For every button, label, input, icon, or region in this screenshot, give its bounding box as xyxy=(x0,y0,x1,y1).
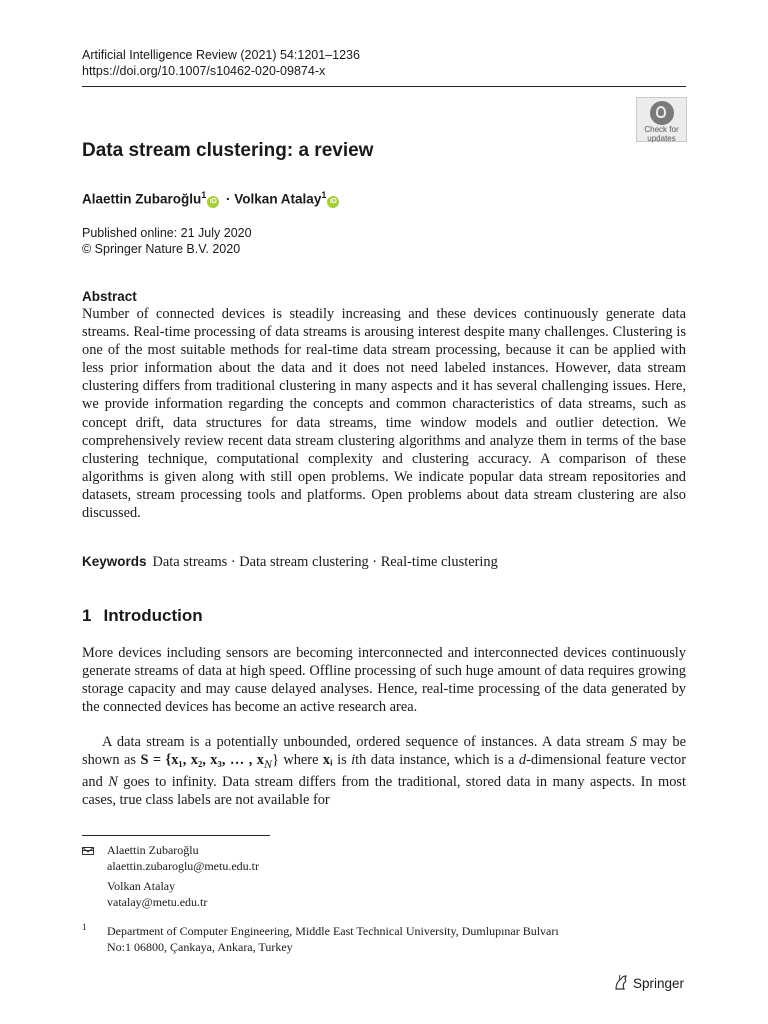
text-run: is xyxy=(332,752,352,768)
math-var: xᵢ xyxy=(322,752,333,768)
journal-citation: Artificial Intelligence Review (2021) 54:1201–1236 xyxy=(82,48,360,62)
paper-title: Data stream clustering: a review xyxy=(82,140,374,161)
section-number: 1 xyxy=(82,606,92,625)
keywords xyxy=(82,553,498,571)
journal-header xyxy=(82,47,360,79)
publication-info xyxy=(82,225,252,257)
envelope-icon xyxy=(82,847,94,855)
published-date: Published online: 21 July 2020 xyxy=(82,226,252,240)
affiliation-line-2: No:1 06800, Çankaya, Ankara, Turkey xyxy=(107,939,293,954)
math-formula: S = {x₁, x₂, x₃, … , x xyxy=(140,752,264,768)
math-var: N xyxy=(263,756,272,771)
author-separator: · xyxy=(226,191,231,207)
footnote-author-email[interactable]: alaettin.zubaroglu@metu.edu.tr xyxy=(107,858,259,873)
affiliation-number: 1 xyxy=(82,922,87,932)
text-run: A data stream is a potentially unbounded, ordered sequence of instances. A data stream xyxy=(102,734,630,750)
footnote-rule xyxy=(82,835,270,836)
check-updates-label-2: updates xyxy=(647,133,676,143)
math-var: d xyxy=(518,752,527,768)
text-run: th data instance, which is a xyxy=(355,752,519,768)
author-list xyxy=(82,186,342,209)
text-run: may be shown as xyxy=(82,734,686,768)
math-var: S xyxy=(629,734,637,750)
section-heading-introduction xyxy=(82,605,203,627)
keywords-list: Data streams · Data stream clustering · Real-time clustering xyxy=(152,554,498,570)
math-formula: } xyxy=(271,752,279,768)
publisher-name: Springer xyxy=(633,976,685,991)
author-name-2: Volkan Atalay xyxy=(234,191,322,207)
orcid-icon[interactable]: iD xyxy=(207,196,219,208)
copyright: © Springer Nature B.V. 2020 xyxy=(82,242,241,256)
footnote-author-1 xyxy=(107,843,259,874)
footnote-author-name: Alaettin Zubaroğlu xyxy=(107,843,199,857)
intro-paragraph-1: More devices including sensors are becoming interconnected and interconnected devices continuously generate streams of data at high speed. Offline processing of such huge amount of data requires growing storage capacity and may cause delayed analyses. Hence, real-time processing of the data generated by the connected devices has become an active research area. xyxy=(82,645,686,715)
author-affil-2: 1 xyxy=(321,190,327,200)
text-run: -dimensional feature vector and xyxy=(82,752,686,790)
author-name-1: Alaettin Zubaroğlu xyxy=(82,191,202,207)
affiliation-line-1: Department of Computer Engineering, Middle East Technical University, Dumlupınar Bulvarı xyxy=(107,924,559,938)
header-rule xyxy=(82,86,686,87)
springer-horse-icon xyxy=(613,974,629,991)
abstract-text: Number of connected devices is steadily increasing and these devices continuously generate data streams. Real-time processing of data streams is arousing interest despite many challenges. Clustering is one of the most suitable methods for real-time data stream processing, because it can be applied with less prior information about the data and it does not need labeled instances. However, data stream clustering differs from traditional clustering in many aspects and it has several challenging issues. Here, we provide information regarding the concepts and common characteristics of data streams, such as concept drift, data structures for data streams, time window models and outlier detection. We comprehensively review recent data stream clustering algorithms and analyze them in terms of the base clustering technique, computational complexity and clustering accuracy. A comparison of these algorithms is given along with still open problems. We indicate popular data stream repositories and datasets, stream processing tools and platforms. Open problems about data stream clustering are also discussed. xyxy=(82,306,686,522)
check-updates-icon xyxy=(650,101,674,125)
affiliation xyxy=(107,924,667,955)
check-for-updates-badge[interactable] xyxy=(636,97,687,142)
math-var: N xyxy=(108,773,118,790)
check-updates-label-1: Check for xyxy=(644,125,679,134)
author-affil-1: 1 xyxy=(201,190,207,200)
footnote-author-2 xyxy=(107,879,207,910)
doi-link[interactable]: https://doi.org/10.1007/s10462-020-09874-x xyxy=(82,64,326,78)
abstract-heading: Abstract xyxy=(82,289,137,304)
text-run: goes to infinity. Data stream differs from the traditional, stored data in many aspects. In most cases, true class labels are not available for xyxy=(82,773,686,808)
section-title: Introduction xyxy=(103,606,203,625)
intro-paragraph-2 xyxy=(82,733,686,809)
math-var: i xyxy=(351,752,356,768)
publisher-logo xyxy=(613,974,684,993)
footnote-author-email[interactable]: vatalay@metu.edu.tr xyxy=(107,894,208,909)
keywords-label: Keywords xyxy=(82,554,147,569)
orcid-icon[interactable]: iD xyxy=(327,196,339,208)
text-run: where xyxy=(278,752,323,768)
footnote-author-name: Volkan Atalay xyxy=(107,879,176,893)
